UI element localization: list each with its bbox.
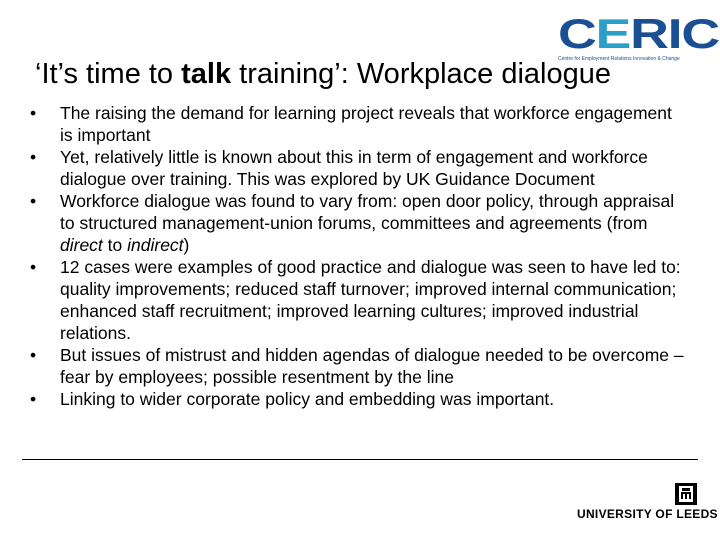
- footer-divider: [22, 459, 698, 460]
- bullet-dot: •: [30, 389, 37, 409]
- bullet-dot: •: [30, 147, 37, 167]
- logo-letters-ric: RIC: [630, 10, 719, 57]
- title-bold-word: talk: [181, 58, 232, 90]
- bullet-text: But issues of mistrust and hidden agendas of dialogue needed to be overcome – fear by employees; possible resentment by the line: [60, 345, 684, 387]
- ceric-tagline: Centre for Employment Relations Innovation & Change: [558, 56, 680, 62]
- bullet-text-post: ): [183, 235, 190, 255]
- bullet-text-emphasis-indirect: indirect: [127, 235, 184, 255]
- bullet-text: 12 cases were examples of good practice and dialogue was seen to have led to: quality improvements; reduced staff turnover; improved internal communication; enhanced staff recruitment; improved learning cultures; improved industrial relations.: [60, 257, 681, 343]
- bullet-text: Yet, relatively little is known about this in term of engagement and workforce dialogue over training. This was explored by UK Guidance Document: [60, 147, 648, 189]
- title-part-2: training’: Workplace dialogue: [231, 58, 612, 90]
- bullet-dot: •: [30, 191, 37, 211]
- bullet-item: [26, 102, 686, 146]
- leeds-crest-icon: [674, 482, 698, 506]
- bullet-item: [26, 388, 686, 410]
- logo-letter-c: C: [558, 10, 596, 57]
- bullet-item: [26, 256, 686, 344]
- logo-letter-e: E: [595, 10, 631, 57]
- title-part-1: ‘It’s time to: [35, 58, 182, 90]
- slide-title: [35, 56, 695, 92]
- bullet-text-mid: to: [102, 235, 128, 255]
- university-name: UNIVERSITY OF LEEDS: [577, 507, 718, 521]
- ceric-wordmark: [558, 10, 720, 57]
- bullet-text: The raising the demand for learning project reveals that workforce engagement is important: [60, 103, 672, 145]
- bullet-item: [26, 190, 686, 256]
- bullet-text-pre: Workforce dialogue was found to vary from: open door policy, through appraisal to structured management-union forums, committees and agreements (from: [60, 191, 675, 233]
- bullet-text-emphasis-direct: direct: [60, 235, 103, 255]
- bullet-dot: •: [30, 345, 37, 365]
- bullet-dot: •: [30, 257, 37, 277]
- bullet-dot: •: [30, 103, 37, 123]
- bullet-text: Linking to wider corporate policy and embedding was important.: [60, 389, 555, 409]
- bullet-list: [26, 102, 686, 410]
- bullet-text: [60, 191, 674, 255]
- bullet-item: [26, 344, 686, 388]
- bullet-item: [26, 146, 686, 190]
